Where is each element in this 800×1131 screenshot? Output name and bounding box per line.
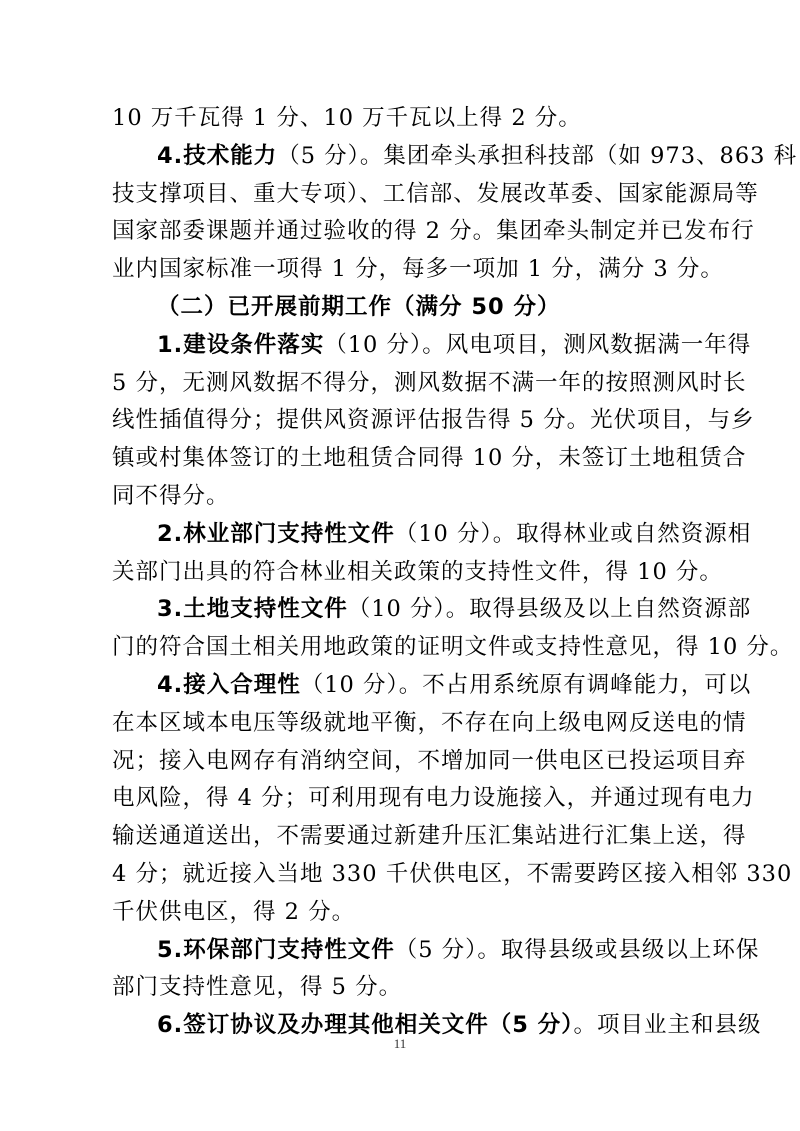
text-line [112, 100, 702, 138]
line-bold: 3.土地支持性文件 [157, 596, 348, 623]
line-text: 业内国家标准一项得 1 分，每多一项加 1 分，满分 3 分。 [112, 256, 724, 283]
line-text: （10 分）。风电项目，测风数据满一年得 [324, 331, 752, 358]
line-text: 电风险，得 4 分；可利用现有电力设施接入，并通过现有电力 [112, 785, 755, 812]
text-line [112, 440, 747, 478]
text-line [112, 402, 755, 440]
line-text: （5 分）。取得县级或县级以上环保 [394, 936, 760, 963]
text-line [112, 743, 747, 781]
page-number: 11 [393, 1036, 407, 1051]
line-text: （10 分）。取得县级及以上自然资源部 [347, 596, 752, 623]
text-line [112, 327, 752, 365]
line-text: 千伏供电区，得 2 分。 [112, 898, 356, 925]
line-text: 线性插值得分；提供风资源评估报告得 5 分。光伏项目，与乡 [112, 407, 755, 434]
text-line [112, 516, 752, 554]
text-line [112, 629, 794, 667]
text-line [112, 365, 747, 403]
line-bold: 4.技术能力 [157, 142, 278, 169]
line-bold: 4.接入合理性 [157, 671, 301, 698]
text-line [112, 554, 723, 592]
line-text: 技支撑项目、重大专项）、工信部、发展改革委、国家能源局等 [112, 180, 759, 207]
text-line [112, 705, 747, 743]
line-bold: （二）已开展前期工作（满分 50 分） [157, 293, 561, 320]
text-line [112, 932, 760, 970]
text-line [112, 591, 752, 629]
text-line [112, 969, 702, 1007]
line-text: 5 分，无测风数据不得分，测风数据不满一年的按照测风时长 [112, 369, 747, 396]
text-line [112, 478, 702, 516]
line-text: 部门支持性意见，得 5 分。 [112, 974, 403, 1001]
line-text: 镇或村集体签订的土地租赁合同得 10 分，未签订土地租赁合 [112, 445, 747, 472]
line-text: 同不得分。 [112, 482, 230, 509]
line-text: 在本区域本电压等级就地平衡，不存在向上级电网反送电的情 [112, 709, 747, 736]
line-text: 国家部委课题并通过验收的得 2 分。集团牵头制定并已发布行 [112, 218, 755, 245]
line-text: 输送通道送出，不需要通过新建升压汇集站进行汇集上送，得 [112, 823, 747, 850]
line-text: 况；接入电网存有消纳空间，不增加同一供电区已投运项目弃 [112, 747, 747, 774]
text-line [112, 251, 724, 289]
line-text: 门的符合国土相关用地政策的证明文件或支持性意见，得 10 分。 [112, 634, 794, 661]
text-line [112, 818, 747, 856]
line-bold: 6.签订协议及办理其他相关文件（5 分） [157, 1012, 574, 1039]
line-text: （10 分）。不占用系统原有调峰能力，可以 [300, 671, 752, 698]
line-text: （5 分）。集团牵头承担科技部（如 973、863 科 [277, 142, 798, 169]
line-text: （10 分）。取得林业或自然资源相 [394, 520, 752, 547]
text-line [112, 176, 759, 214]
line-text: 10 万千瓦得 1 分、10 万千瓦以上得 2 分。 [112, 105, 582, 131]
text-line [112, 667, 752, 705]
line-text: 。项目业主和县级 [573, 1012, 762, 1039]
line-text: 4 分；就近接入当地 330 千伏供电区，不需要跨区接入相邻 330 [112, 860, 793, 887]
line-bold: 1.建设条件落实 [157, 331, 325, 358]
text-line [112, 138, 798, 176]
text-line [112, 856, 793, 894]
document-body [112, 100, 798, 1045]
section-heading [112, 289, 702, 327]
line-text: 关部门出具的符合林业相关政策的支持性文件，得 10 分。 [112, 558, 723, 585]
line-bold: 2.林业部门支持性文件 [157, 520, 395, 547]
text-line [112, 894, 702, 932]
text-line [112, 213, 755, 251]
text-line [112, 780, 755, 818]
line-bold: 5.环保部门支持性文件 [157, 936, 395, 963]
